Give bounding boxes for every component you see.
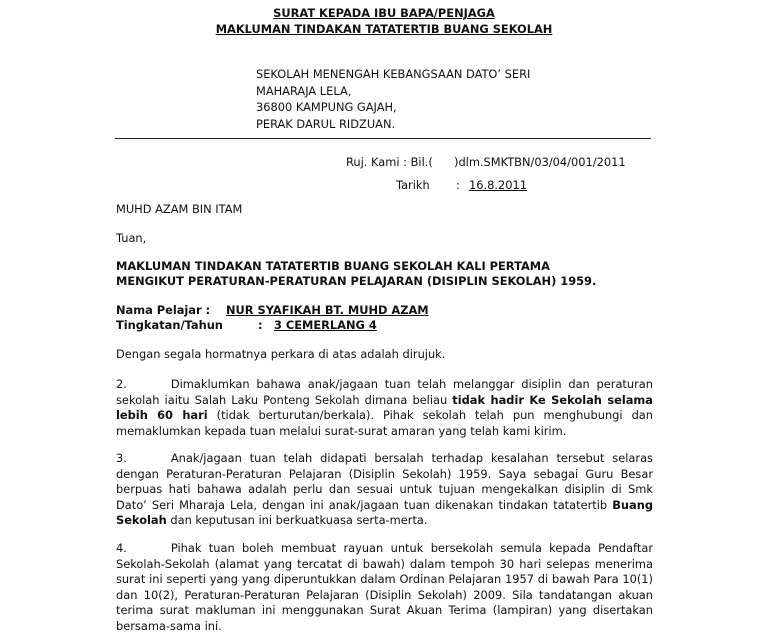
paragraph-number: 3. [116,451,127,465]
paragraph-text: Pihak tuan boleh membuat rayuan untuk bersekolah semula kepada Pendaftar Sekolah-Sekolah (alamat yang tercatat di bawah) dalam tempoh 30 hari selepas menerima surat ini seperti yang yang diperuntukkan dalam Ordinan Pelajaran 1957 di bawah Para 10(1) dan 10(2), Peraturan-Peraturan Pelajaran (Disiplin Sekolah) 2009. Sila tandatangan akuan terima surat makluman ini menggunakan Surat Akuan Terima (lampiran) yang disertakan bersama-sama ini. [116,541,653,633]
address-line: MAHARAJA LELA, [256,83,352,98]
reference-label: Ruj. Kami : Bil.( [346,155,433,169]
paragraph-4 [116,541,653,635]
date-separator: : [456,178,460,192]
paragraph-number: 4. [116,541,127,555]
paragraph-3 [116,451,653,529]
school-address [256,66,530,132]
date-value: 16.8.2011 [469,178,527,192]
paragraph-text: (tidak berturutan/berkala). Pihak sekolah telah pun menghubungi dan memaklumkan kepada tuan melalui surat-surat amaran yang telah kami kirim. [116,408,653,438]
letter-title-1: SURAT KEPADA IBU BAPA/PENJAGA [273,6,495,20]
date-label: Tarikh [396,178,430,192]
student-class-value: 3 CEMERLANG 4 [274,318,377,332]
subject-line-2: MENGIKUT PERATURAN-PERATURAN PELAJARAN (DISIPLIN SEKOLAH) 1959. [116,274,597,288]
intro-paragraph: Dengan segala hormatnya perkara di atas adalah dirujuk. [116,347,446,361]
paragraph-2 [116,377,653,439]
letter-title-2: MAKLUMAN TINDAKAN TATATERTIB BUANG SEKOLAH [215,22,553,36]
paragraph-emphasis: Buang Sekolah [116,497,653,528]
reference-value: )dlm.SMKTBN/03/04/001/2011 [454,155,626,169]
student-class-label: Tingkatan/Tahun [116,318,223,332]
subject-line-1: MAKLUMAN TINDAKAN TATATERTIB BUANG SEKOLAH KALI PERTAMA [116,259,550,273]
header-divider [115,138,651,139]
address-line: PERAK DARUL RIDZUAN. [256,116,396,131]
address-line: 36800 KAMPUNG GAJAH, [256,100,397,114]
student-name-label: Nama Pelajar : [116,303,211,317]
paragraph-number: 2. [116,377,127,391]
student-name-value: NUR SYAFIKAH BT. MUHD AZAM [226,303,429,317]
address-line: SEKOLAH MENENGAH KEBANGSAAN DATO’ SERI [256,67,531,81]
paragraph-emphasis: tidak hadir Ke Sekolah selama lebih 60 hari [116,392,653,423]
salutation: Tuan, [116,231,147,245]
paragraph-text: Anak/jagaan tuan telah didapati bersalah terhadap kesalahan tersebut selaras dengan Peraturan-Peraturan Pelajaran (Disiplin Sekolah) 1959. Saya sebagai Guru Besar berpuas hati bahawa adalah perlu dan sesuai untuk tujuan mengekalkan disiplin di Smk Dato’ Seri Mharaja Lela, dengan ini anak/jagaan tuan dikenakan tindakan tatatertib [116,451,653,512]
student-class-separator: : [258,318,263,332]
paragraph-text: Dimaklumkan bahawa anak/jagaan tuan telah melanggar disiplin dan peraturan sekolah iaitu Salah Laku Ponteng Sekolah dimana beliau [116,377,653,407]
paragraph-text: dan keputusan ini berkuatkuasa serta-merta. [166,513,428,528]
recipient-name: MUHD AZAM BIN ITAM [116,202,243,216]
